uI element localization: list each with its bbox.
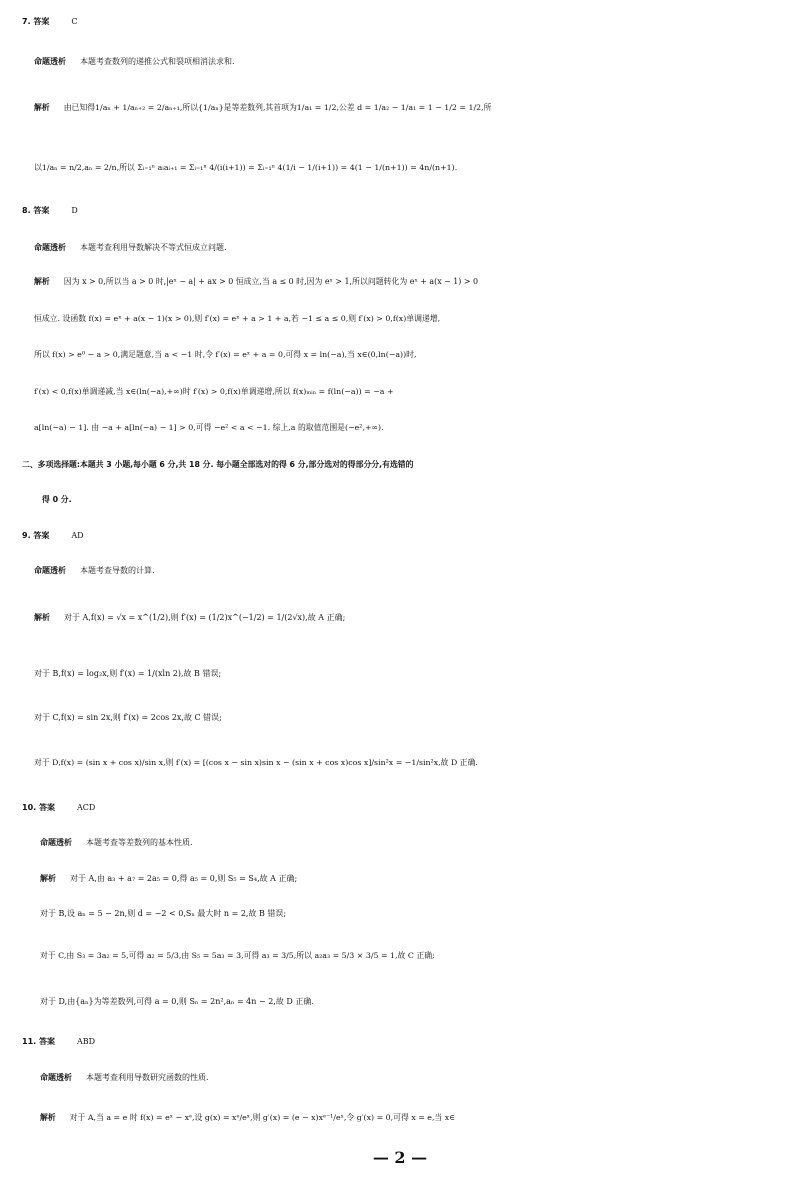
q7-intent-label: 命题透析: [34, 57, 66, 66]
q8-answer: D: [71, 206, 78, 215]
q9-answer: AD: [71, 531, 84, 540]
q10-heading-line: [22, 798, 800, 818]
q11-intent-label: 命题透析: [40, 1073, 72, 1082]
q11-heading: 11. 答案: [22, 1037, 55, 1046]
q9-solution-b: 对于 B,f(x) = log₂x,则 f′(x) = 1/(xln 2),故 B 错误;: [34, 669, 222, 678]
q11-solution-a: 对于 A,当 a = e 时 f(x) = eˣ − xᵉ,设 g(x) = xᵉ/eˣ,则 g′(x) = (e − x)xᵉ⁻¹/eˣ,令 g′(x) = 0,可得 x = e,当 x∈: [69, 1113, 456, 1122]
q9-heading: 9. 答案: [22, 531, 50, 540]
section2-title-line-2: 得 0 分.: [42, 495, 72, 504]
q8-solution-line-2: 恒成立. 设函数 f(x) = eˣ + a(x − 1)(x > 0),则 f′(x) = eˣ + a > 1 + a,若 −1 ≤ a ≤ 0,则 f′(x) > 0,f(x)单调递增,: [34, 314, 441, 323]
q9-solution-label: 解析: [34, 613, 50, 622]
q10-solution-a: 对于 A,由 a₃ + a₇ = 2a₅ = 0,得 a₅ = 0,则 S₅ = S₄,故 A 正确;: [70, 874, 298, 883]
q11-intent-line: [40, 1068, 800, 1088]
q9-intent: 本题考查导数的计算.: [80, 566, 155, 575]
q7-answer: C: [71, 17, 78, 26]
q8-solution-1: 因为 x > 0,所以当 a > 0 时,|eˣ − a| + ax > 0 恒成立,当 a ≤ 0 时,因为 eˣ > 1,所以问题转化为 eˣ + a(x − 1) > 0: [63, 277, 479, 286]
q9-solution-c: 对于 C,f(x) = sin 2x,则 f′(x) = 2cos 2x,故 C 错误;: [34, 713, 222, 722]
q8-solution-line-5: a[ln(−a) − 1]. 由 −a + a[ln(−a) − 1] > 0,可得 −e² < a < −1. 综上,a 的取值范围是(−e²,+∞).: [34, 423, 384, 432]
q9-solution-a-line: [34, 608, 800, 628]
q7-solution-label: 解析: [34, 103, 50, 112]
q11-answer: ABD: [76, 1037, 96, 1046]
q7-intent-line: [34, 52, 800, 72]
q8-solution-line-4: f′(x) < 0,f(x)单调递减,当 x∈(ln(−a),+∞)时 f′(x) > 0,f(x)单调递增,所以 f(x)ₘᵢₙ = f(ln(−a)) = −a +: [34, 387, 394, 396]
q10-answer: ACD: [76, 803, 96, 812]
q8-heading-line: [22, 201, 800, 221]
q10-heading: 10. 答案: [22, 803, 55, 812]
q10-solution-label: 解析: [40, 874, 56, 883]
q11-heading-line: [22, 1032, 800, 1052]
q7-heading: 7. 答案: [22, 17, 50, 26]
q10-solution-a-line: [40, 869, 800, 889]
q8-intent: 本题考查利用导数解决不等式恒成立问题.: [80, 243, 227, 252]
page-number: — 2 —: [372, 1148, 428, 1167]
q9-intent-line: [34, 561, 800, 581]
q8-intent-label: 命题透析: [34, 243, 66, 252]
q8-intent-line: [34, 238, 800, 258]
q8-solution-label: 解析: [34, 277, 50, 286]
q7-intent: 本题考查数列的递推公式和裂项相消法求和.: [80, 57, 235, 66]
q8-heading: 8. 答案: [22, 206, 50, 215]
q10-intent-label: 命题透析: [40, 838, 72, 847]
q8-solution-line-1: [34, 272, 800, 292]
q11-solution-a-line: [40, 1108, 800, 1128]
q10-intent-line: [40, 833, 800, 853]
q9-intent-label: 命题透析: [34, 566, 66, 575]
q10-solution-c: 对于 C,由 S₃ = 3a₂ = 5,可得 a₂ = 5/3,由 S₅ = 5a₃ = 3,可得 a₃ = 3/5,所以 a₂a₃ = 5/3 × 3/5 = 1,故 C 正确;: [40, 951, 435, 960]
q7-solution-1: 由已知得1/aₙ + 1/aₙ₊₂ = 2/aₙ₊₁,所以{1/aₙ}是等差数列,其首项为1/a₁ = 1/2,公差 d = 1/a₂ − 1/a₁ = 1 − 1/2 = 1/2,所: [63, 103, 492, 112]
section2-title-line-1: 二、多项选择题:本题共 3 小题,每小题 6 分,共 18 分. 每小题全部选对的得 6 分,部分选对的得部分分,有选错的: [22, 460, 414, 469]
q10-solution-d: 对于 D,由{aₙ}为等差数列,可得 a = 0,则 Sₙ = 2n²,aₙ = 4n − 2,故 D 正确.: [40, 997, 314, 1006]
q9-solution-a: 对于 A,f(x) = √x = x^(1/2),则 f′(x) = (1/2)x^(−1/2) = 1/(2√x),故 A 正确;: [64, 613, 346, 622]
q7-heading-line: [22, 12, 800, 32]
q8-solution-line-3: 所以 f(x) > e⁰ − a > 0,满足题意,当 a < −1 时,令 f′(x) = eˣ + a = 0,可得 x = ln(−a),当 x∈(0,ln(−a))时,: [34, 350, 417, 359]
q7-solution-line-1: [34, 98, 800, 118]
q9-solution-d: 对于 D,f(x) = (sin x + cos x)/sin x,则 f′(x) = [(cos x − sin x)sin x − (sin x + cos x)cos x]/sin²x = −1/sin²x,故 D 正确.: [34, 758, 478, 767]
q10-intent: 本题考查等差数列的基本性质.: [86, 838, 193, 847]
q11-solution-label: 解析: [40, 1113, 56, 1122]
q10-solution-b: 对于 B,设 aₙ = 5 − 2n,则 d = −2 < 0,Sₙ 最大时 n = 2,故 B 错误;: [40, 909, 287, 918]
q9-heading-line: [22, 526, 800, 546]
q7-solution-line-2: 以1/aₙ = n/2,aₙ = 2/n,所以 Σᵢ₌₁ⁿ aᵢaᵢ₊₁ = Σᵢ₌₁ⁿ 4/(i(i+1)) = Σᵢ₌₁ⁿ 4(1/i − 1/(i+1)) = 4(1 − 1/(n+1)) = 4n/(n+1).: [34, 163, 458, 172]
q11-intent: 本题考查利用导数研究函数的性质.: [86, 1073, 209, 1082]
